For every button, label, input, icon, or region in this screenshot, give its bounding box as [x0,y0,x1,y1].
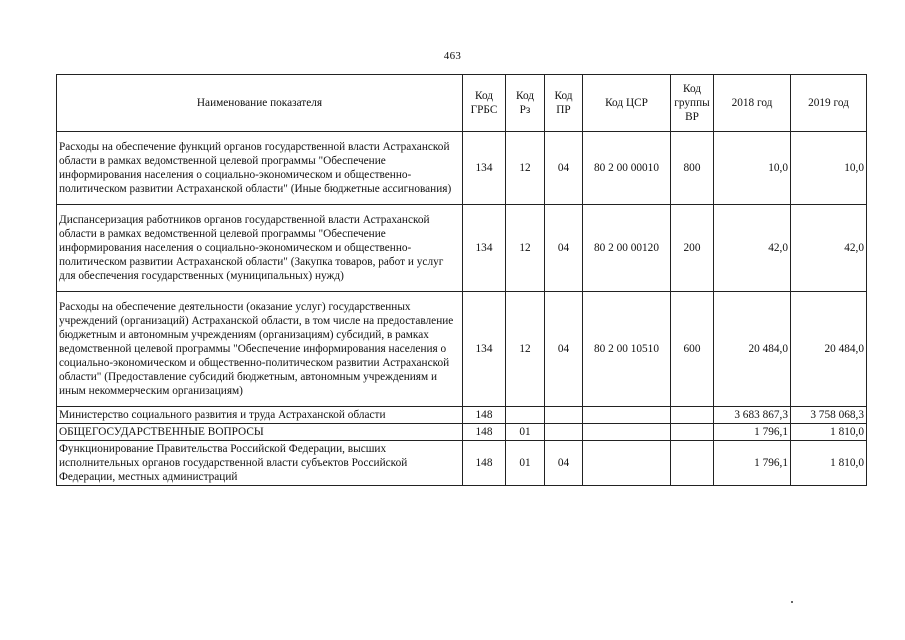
header-pr: Код ПР [545,75,583,132]
cell-2019: 42,0 [791,205,867,292]
cell-pr: 04 [545,292,583,407]
header-name: Наименование показателя [57,75,463,132]
cell-grbs: 134 [463,205,506,292]
cell-vr [671,441,714,486]
page-number: 463 [443,50,462,62]
table-row [57,132,867,205]
table-row [57,407,867,424]
cell-csr [583,407,671,424]
row-name: Функционирование Правительства Российской Федерации, высших исполнительных органов государственной власти субъектов Российской Федерации, местных администраций [57,441,463,486]
cell-2018: 42,0 [714,205,791,292]
cell-csr [583,441,671,486]
cell-vr: 600 [671,292,714,407]
cell-csr: 80 2 00 00010 [583,132,671,205]
cell-pr: 04 [545,132,583,205]
cell-2019: 1 810,0 [791,441,867,486]
cell-rz: 01 [506,424,545,441]
cell-rz: 12 [506,132,545,205]
table-header-row [57,75,867,132]
cell-vr: 200 [671,205,714,292]
cell-2018: 20 484,0 [714,292,791,407]
header-2018: 2018 год [714,75,791,132]
cell-pr [545,407,583,424]
table-row [57,424,867,441]
cell-pr [545,424,583,441]
cell-rz [506,407,545,424]
cell-2019: 10,0 [791,132,867,205]
header-grbs: Код ГРБС [463,75,506,132]
header-rz: Код Рз [506,75,545,132]
cell-2018: 1 796,1 [714,441,791,486]
cell-csr: 80 2 00 10510 [583,292,671,407]
cell-rz: 12 [506,205,545,292]
cell-2018: 10,0 [714,132,791,205]
row-name: Расходы на обеспечение функций органов государственной власти Астраханской области в рамках ведомственной целевой программы "Обеспечение информирования населения о социально-экономическом и общественно-политическом развитии Астраханской области" (Иные бюджетные ассигнования) [57,132,463,205]
header-csr: Код ЦСР [583,75,671,132]
table-row [57,205,867,292]
header-2019: 2019 год [791,75,867,132]
cell-csr: 80 2 00 00120 [583,205,671,292]
cell-grbs: 134 [463,132,506,205]
row-name: Министерство социального развития и труда Астраханской области [57,407,463,424]
cell-grbs: 134 [463,292,506,407]
row-name: Диспансеризация работников органов государственной власти Астраханской области в рамках ведомственной целевой программы "Обеспечение информирования населения о социально-экономическом и общественно-политическом развитии Астраханской области" (Закупка товаров, работ и услуг для обеспечения государственных (муниципальных) нужд) [57,205,463,292]
cell-pr: 04 [545,441,583,486]
table-row [57,441,867,486]
cell-csr [583,424,671,441]
cell-grbs: 148 [463,407,506,424]
row-name: Расходы на обеспечение деятельности (оказание услуг) государственных учреждений (организаций) Астраханской области, в том числе на предоставление бюджетным и автономным учреждениям (организациям) субсидий, в рамках ведомственной целевой программы "Обеспечение информирования населения о социально-экономическом и общественно-политическом развитии Астраханской области" (Предоставление субсидий бюджетным, автономным учреждениям и иным некоммерческим организациям) [57,292,463,407]
cell-rz: 12 [506,292,545,407]
row-name: ОБЩЕГОСУДАРСТВЕННЫЕ ВОПРОСЫ [57,424,463,441]
cell-2018: 3 683 867,3 [714,407,791,424]
cell-vr: 800 [671,132,714,205]
cell-2019: 1 810,0 [791,424,867,441]
cell-rz: 01 [506,441,545,486]
cell-2019: 20 484,0 [791,292,867,407]
header-vr: Код группы ВР [671,75,714,132]
budget-table [56,74,867,486]
cell-pr: 04 [545,205,583,292]
cell-vr [671,424,714,441]
cell-grbs: 148 [463,424,506,441]
cell-grbs: 148 [463,441,506,486]
cell-2018: 1 796,1 [714,424,791,441]
cell-vr [671,407,714,424]
scan-speck [791,601,793,603]
table-row [57,292,867,407]
cell-2019: 3 758 068,3 [791,407,867,424]
